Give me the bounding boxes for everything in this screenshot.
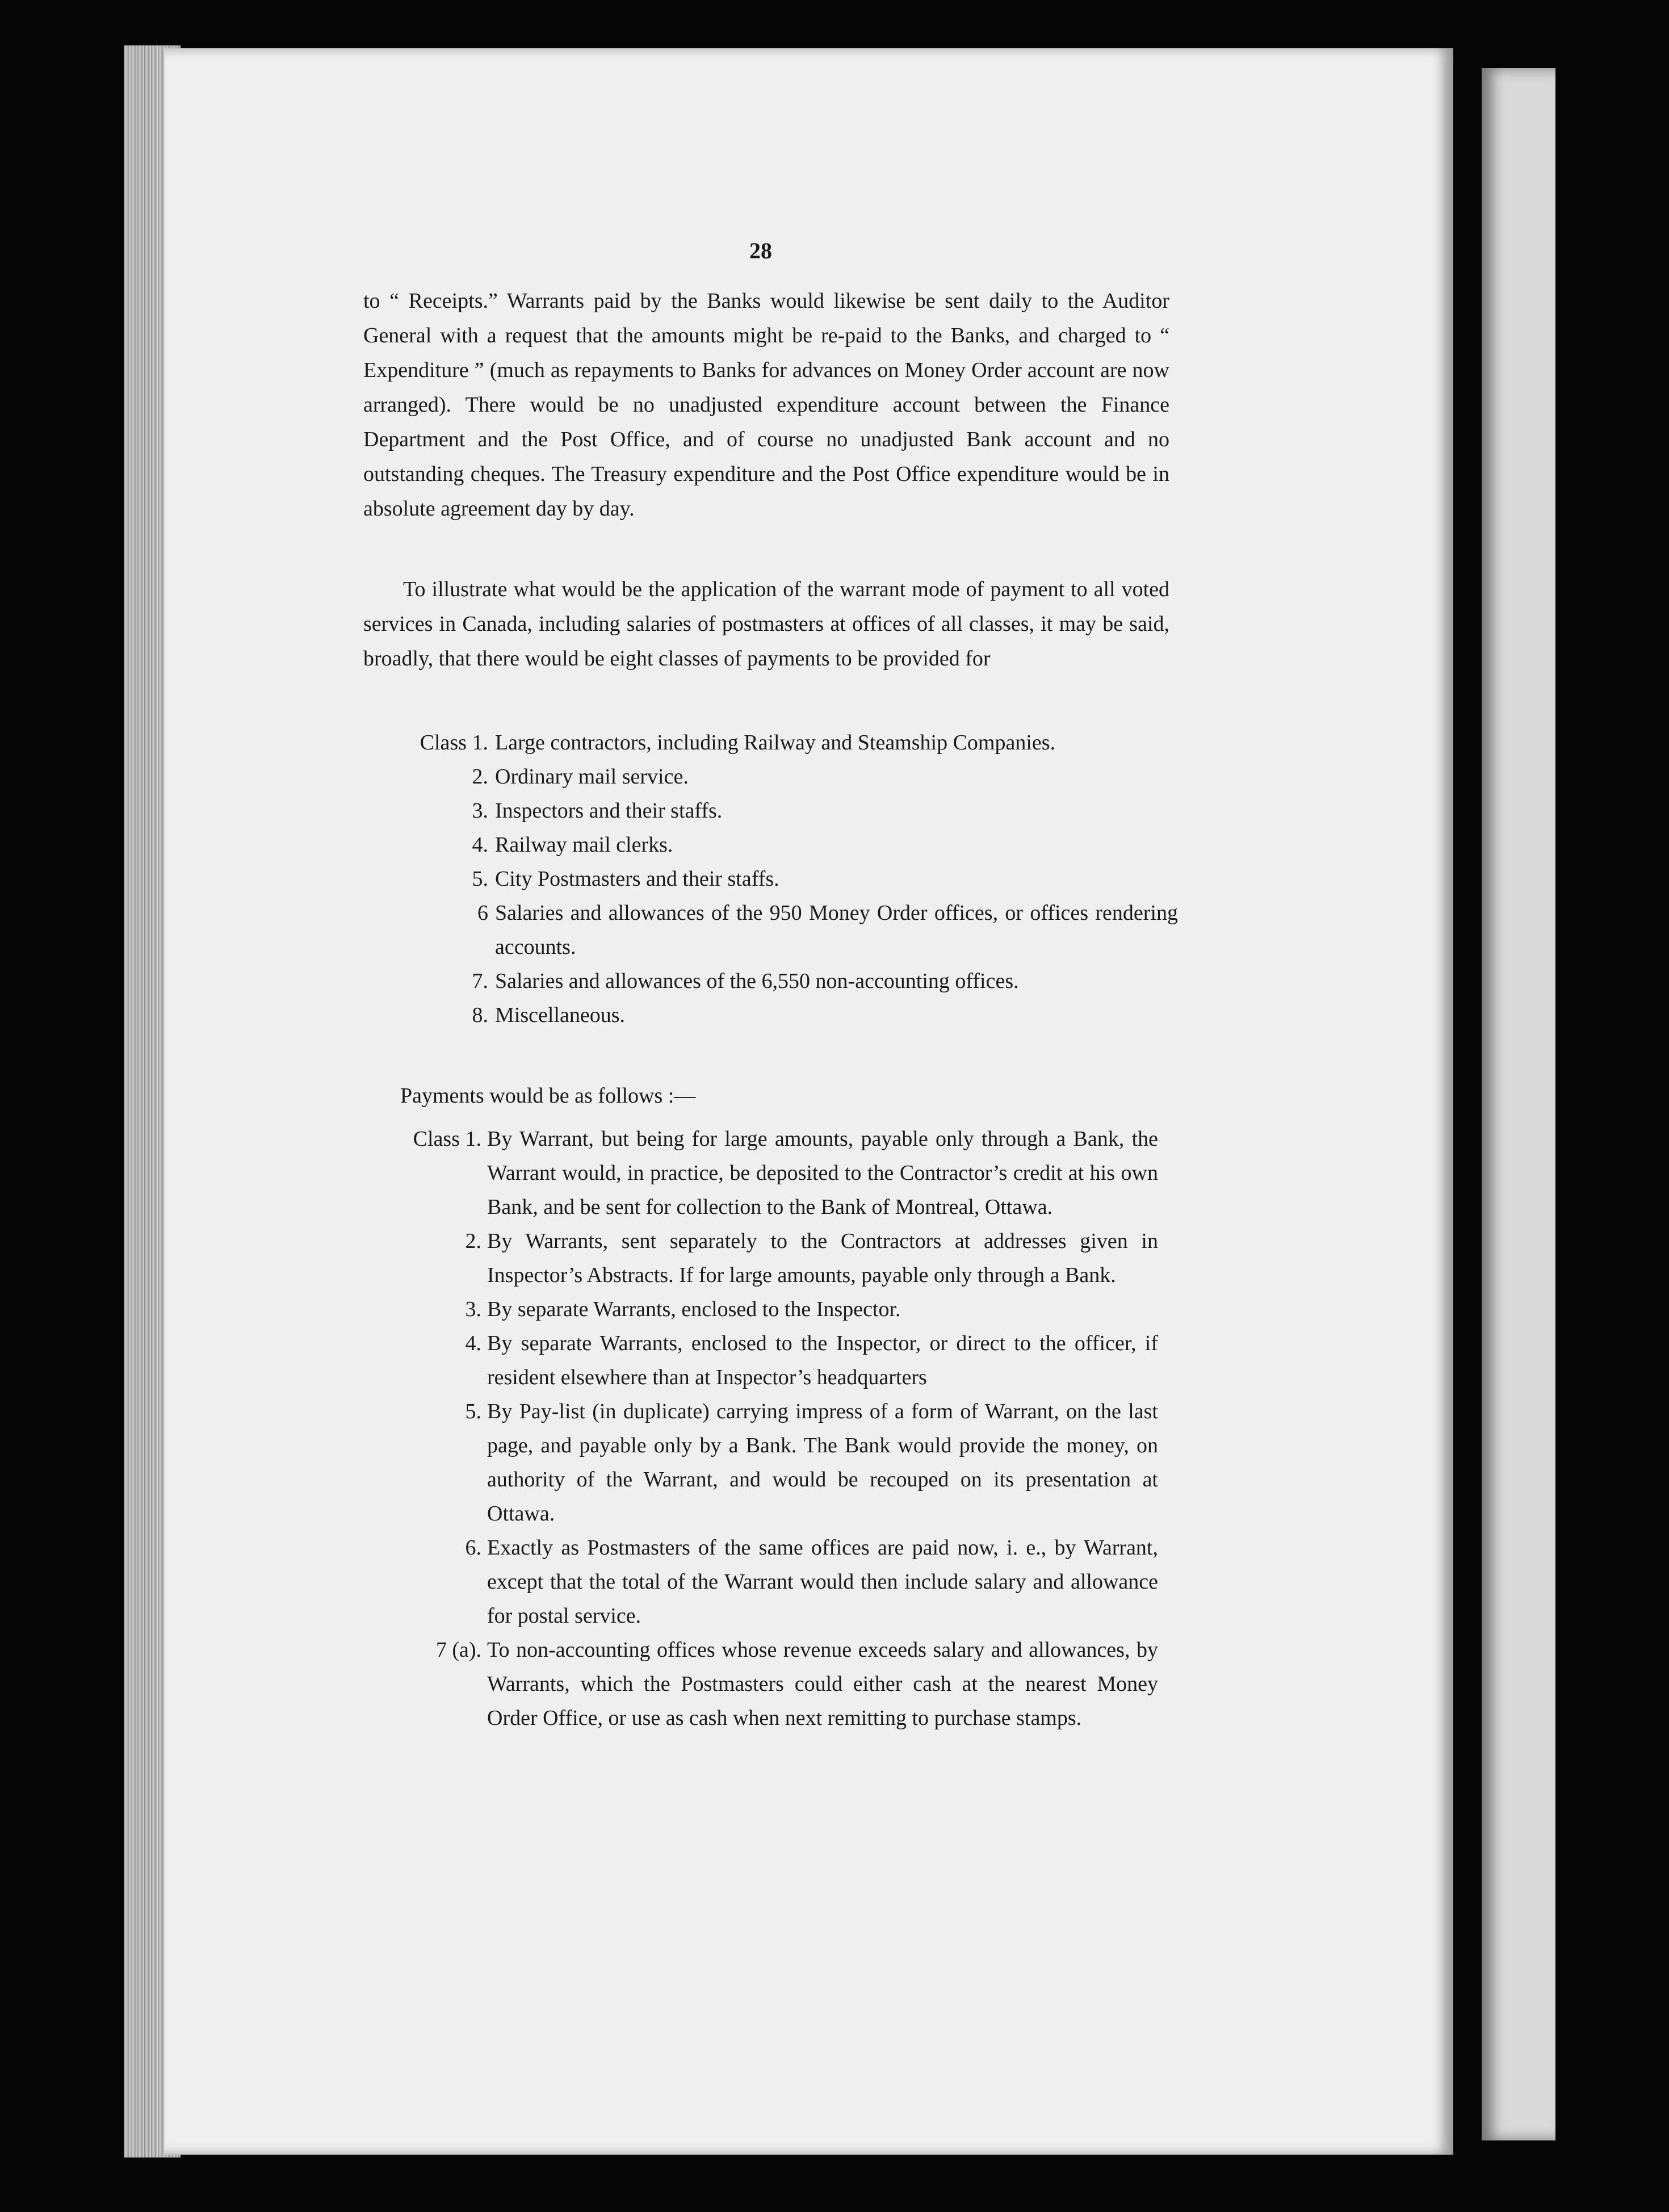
- payment-list-item: [397, 1292, 1158, 1326]
- payment-list-number: Class 1.: [413, 1127, 481, 1151]
- payment-list-item: [397, 1633, 1158, 1735]
- payment-list-text: By separate Warrants, enclosed to the Inspector.: [487, 1297, 901, 1321]
- payment-list-text: By Pay-list (in duplicate) carrying impress of a form of Warrant, on the last page, and payable only by a Bank. The Bank would provide the money, on authority of the Warrant, and would be recouped on its presentation at Ottawa.: [487, 1400, 1158, 1526]
- paragraph-receipts: to “ Receipts.” Warrants paid by the Banks would likewise be sent daily to the Auditor General with a request that the amounts might be re-paid to the Banks, and charged to “ Expenditure ” (much as repayments to Banks for advances on Money Order account are now arranged). There would be no unadjusted expenditure account between the Finance Department and the Post Office, and of course no unadjusted Bank account and no outstanding cheques. The Treasury expenditure and the Post Office expenditure would be in absolute agreement day by day.: [363, 289, 1169, 521]
- payment-list-text: By Warrant, but being for large amounts, payable only through a Bank, the Warrant would, in practice, be deposited to the Contractor’s credit at his own Bank, and be sent for collection to the Bank of Montreal, Ottawa.: [487, 1127, 1158, 1219]
- payment-list-item: [397, 1122, 1158, 1224]
- class-list-number: 6: [477, 901, 488, 925]
- payment-list-number: 4.: [465, 1331, 481, 1355]
- class-list-item: [400, 726, 1178, 760]
- payment-list-item: [397, 1224, 1158, 1292]
- class-list-text: Inspectors and their staffs.: [495, 799, 723, 823]
- class-list-text: Railway mail clerks.: [495, 833, 673, 857]
- payment-list-number: 3.: [465, 1297, 481, 1321]
- payment-list-number: 2.: [465, 1229, 481, 1253]
- class-list-text: Ordinary mail service.: [495, 765, 689, 789]
- payment-list-item: [397, 1531, 1158, 1633]
- payment-list-number: 7 (a).: [435, 1638, 481, 1662]
- facing-page-edge: [1482, 68, 1555, 2140]
- class-list-number: 2.: [472, 765, 488, 789]
- class-list-number: 8.: [472, 1003, 488, 1027]
- payment-classes-list: [400, 726, 1178, 1032]
- payment-list-text: To non-accounting offices whose revenue exceeds salary and allowances, by Warrants, which the Postmasters could either cash at the nearest Money Order Office, or use as cash when next remitting to purchase stamps.: [487, 1638, 1158, 1730]
- class-list-number: 7.: [472, 969, 488, 993]
- payment-list-text: By separate Warrants, enclosed to the Inspector, or direct to the officer, if resident elsewhere than at Inspector’s headquarters: [487, 1331, 1158, 1389]
- paragraph-warrant-mode: To illustrate what would be the application of the warrant mode of payment to all voted services in Canada, including salaries of postmasters at offices of all classes, it may be said, broadly, that there would be eight classes of payments to be provided for: [363, 577, 1169, 671]
- class-list-number: 4.: [472, 833, 488, 857]
- class-list-item: [400, 964, 1178, 998]
- class-list-text: Large contractors, including Railway and Steamship Companies.: [495, 731, 1056, 755]
- class-list-item: [400, 998, 1178, 1032]
- class-list-text: Miscellaneous.: [495, 1003, 626, 1027]
- payment-list-item: [397, 1394, 1158, 1531]
- payment-list-item: [397, 1326, 1158, 1394]
- payment-list-text: Exactly as Postmasters of the same offices are paid now, i. e., by Warrant, except that the total of the Warrant would then include salary and allowance for postal service.: [487, 1536, 1158, 1628]
- payment-list-text: By Warrants, sent separately to the Contractors at addresses given in Inspector’s Abstracts. If for large amounts, payable only through a Bank.: [487, 1229, 1158, 1287]
- page-number: 28: [749, 238, 772, 263]
- class-list-item: [400, 862, 1178, 896]
- payments-intro: Payments would be as follows :—: [400, 1084, 696, 1108]
- class-list-text: Salaries and allowances of the 6,550 non-accounting offices.: [495, 969, 1019, 993]
- payments-list: [397, 1122, 1158, 1735]
- class-list-number: 5.: [472, 867, 488, 891]
- class-list-text: Salaries and allowances of the 950 Money Order offices, or offices rendering accounts.: [495, 901, 1178, 959]
- class-list-item: [400, 828, 1178, 862]
- payment-list-number: 5.: [465, 1400, 481, 1423]
- class-list-number: Class 1.: [420, 731, 488, 755]
- class-list-text: City Postmasters and their staffs.: [495, 867, 779, 891]
- class-list-number: 3.: [472, 799, 488, 823]
- class-list-item: [400, 794, 1178, 828]
- payment-list-number: 6.: [465, 1536, 481, 1560]
- class-list-item: [400, 896, 1178, 964]
- class-list-item: [400, 760, 1178, 794]
